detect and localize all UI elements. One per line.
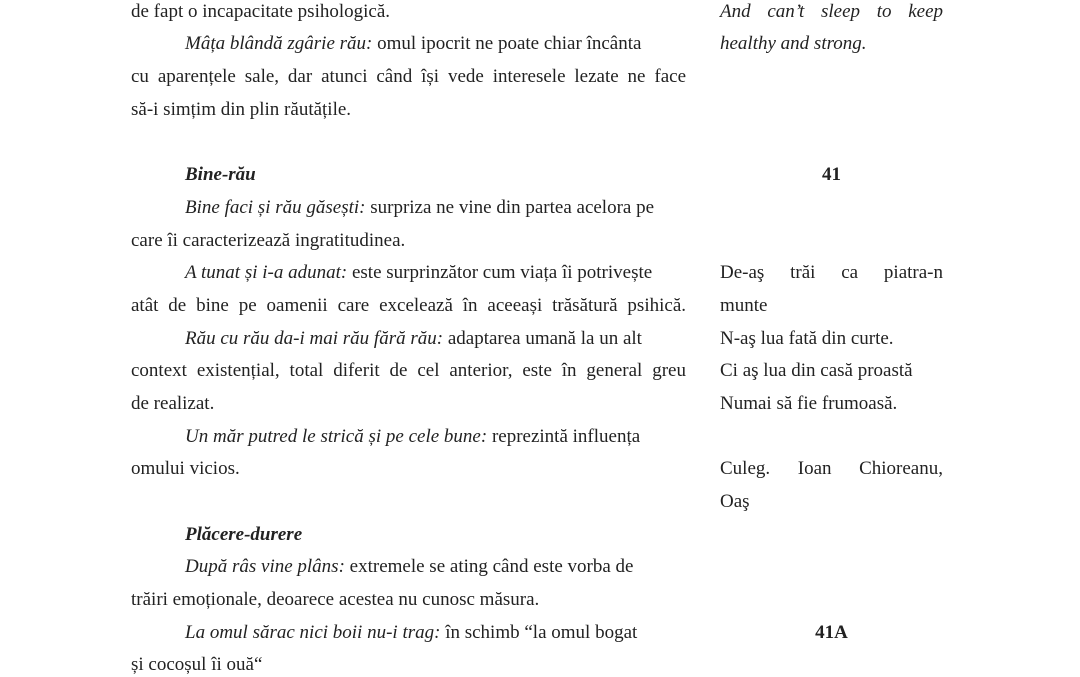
text-line: context existențial, total diferit de cel anterior, este în general greu xyxy=(131,360,686,381)
paragraph-line xyxy=(185,196,686,220)
verse-line: N-aş lua fată din curte. xyxy=(720,328,894,349)
explanation: este surprinzător cum viața îi potrivește xyxy=(347,262,653,283)
paragraph-line xyxy=(185,425,686,449)
paragraph-line xyxy=(185,621,686,645)
explanation: reprezintă influența xyxy=(487,426,641,447)
explanation: omul ipocrit ne poate chiar încânta xyxy=(372,33,642,54)
paragraph-line xyxy=(185,261,686,285)
idiom: Mâța blândă zgârie rău: xyxy=(185,33,373,54)
paragraph-line xyxy=(185,327,686,351)
section-heading: Bine-rău xyxy=(185,164,256,185)
idiom: La omul sărac nici boii nu-i trag: xyxy=(185,622,441,643)
verse-line: De-aş trăi ca piatra-n xyxy=(720,262,943,283)
text-line: care îi caracterizează ingratitudinea. xyxy=(131,230,406,251)
paragraph-line xyxy=(185,555,686,579)
verse-line: Numai să fie frumoasă. xyxy=(720,393,898,414)
idiom: A tunat și i-a adunat: xyxy=(185,262,348,283)
translation-line: healthy and strong. xyxy=(720,33,867,54)
verse-line: Ci aş lua din casă proastă xyxy=(720,360,913,381)
text-line: atât de bine pe oamenii care excelează în aceeași trăsătură psihică. xyxy=(131,295,686,316)
text-line: de fapt o incapacitate psihologică. xyxy=(131,1,391,22)
collector-location: Oaş xyxy=(720,491,750,512)
paragraph-line xyxy=(185,32,686,56)
text-line: de realizat. xyxy=(131,393,215,414)
verse-line: munte xyxy=(720,295,768,316)
explanation: în schimb “la omul bogat xyxy=(440,622,638,643)
explanation: surpriza ne vine din partea acelora pe xyxy=(365,197,655,218)
idiom: Rău cu rău da-i mai rău fără rău: xyxy=(185,328,444,349)
section-heading: Plăcere-durere xyxy=(185,524,303,545)
idiom: Bine faci și rău găsești: xyxy=(185,197,366,218)
collector-credit: Culeg. Ioan Chioreanu, xyxy=(720,458,943,479)
idiom: După râs vine plâns: xyxy=(185,556,345,577)
verse-number: 41 xyxy=(822,164,841,185)
verse-number: 41A xyxy=(815,622,848,643)
text-line: trăiri emoționale, deoarece acestea nu cunosc măsura. xyxy=(131,589,540,610)
text-line: să-i simțim din plin răutățile. xyxy=(131,99,352,120)
translation-line: And can’t sleep to keep xyxy=(720,1,943,22)
text-line: și cocoșul îi ouă“ xyxy=(131,654,263,675)
text-line: omului vicios. xyxy=(131,458,240,479)
explanation: extremele se ating când este vorba de xyxy=(344,556,634,577)
idiom: Un măr putred le strică și pe cele bune: xyxy=(185,426,488,447)
explanation: adaptarea umană la un alt xyxy=(443,328,642,349)
text-line: cu aparențele sale, dar atunci când își vede interesele lezate ne face xyxy=(131,66,686,87)
